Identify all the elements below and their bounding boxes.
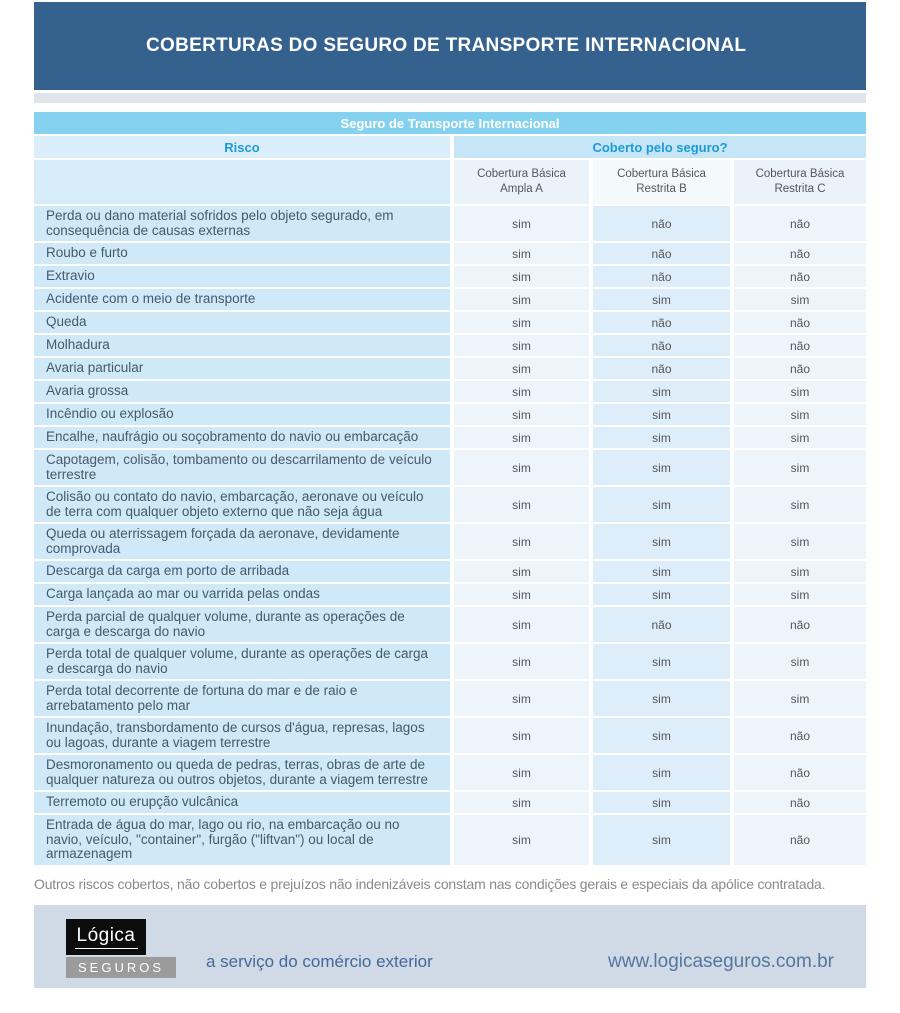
value-cell-restrita-c: não	[734, 718, 866, 753]
value-cell-restrita-c: não	[734, 335, 866, 356]
value-cell-ampla-a: sim	[454, 607, 589, 642]
risk-cell: Perda parcial de qualquer volume, durante as operações de carga e descarga do navio	[34, 607, 450, 642]
content	[34, 0, 866, 988]
value-cell-restrita-b: sim	[593, 815, 730, 865]
risk-cell: Extravio	[34, 266, 450, 287]
risk-cell: Perda total de qualquer volume, durante as operações de carga e descarga do navio	[34, 644, 450, 679]
value-cell-restrita-b: sim	[593, 681, 730, 716]
table-row	[34, 792, 866, 813]
value-cell-ampla-a: sim	[454, 681, 589, 716]
table-subheader-row	[34, 160, 866, 204]
table-row	[34, 450, 866, 485]
value-cell-restrita-b: sim	[593, 404, 730, 425]
value-cell-ampla-a: sim	[454, 266, 589, 287]
table-row	[34, 206, 866, 241]
table-row	[34, 755, 866, 790]
value-cell-ampla-a: sim	[454, 289, 589, 310]
logica-seguros-logo	[66, 919, 176, 978]
footnote: Outros riscos cobertos, não cobertos e prejuízos não indenizáveis constam nas condições gerais e especiais da apólice contratada.	[34, 875, 826, 892]
value-cell-ampla-a: sim	[454, 243, 589, 264]
value-cell-restrita-c: sim	[734, 644, 866, 679]
subheader-spacer	[34, 160, 450, 204]
title-bar	[34, 2, 866, 90]
risk-cell: Colisão ou contato do navio, embarcação, aeronave ou veículo de terra com qualquer objeto externo que não seja água	[34, 487, 450, 522]
value-cell-restrita-c: sim	[734, 450, 866, 485]
value-cell-restrita-b: sim	[593, 718, 730, 753]
value-cell-restrita-b: sim	[593, 524, 730, 559]
value-cell-ampla-a: sim	[454, 561, 589, 582]
value-cell-restrita-c: não	[734, 755, 866, 790]
value-cell-restrita-b: não	[593, 243, 730, 264]
column-header-restrita-b: Cobertura Básica Restrita B	[593, 160, 730, 204]
table-row	[34, 644, 866, 679]
value-cell-restrita-c: não	[734, 206, 866, 241]
value-cell-ampla-a: sim	[454, 755, 589, 790]
value-cell-restrita-b: sim	[593, 427, 730, 448]
risk-cell: Molhadura	[34, 335, 450, 356]
table-row	[34, 524, 866, 559]
value-cell-ampla-a: sim	[454, 335, 589, 356]
value-cell-restrita-c: não	[734, 607, 866, 642]
covered-column-header: Coberto pelo seguro?	[454, 136, 866, 158]
table-row	[34, 718, 866, 753]
risk-cell: Queda ou aterrissagem forçada da aeronave, devidamente comprovada	[34, 524, 450, 559]
logo-wordmark: Lógica	[66, 919, 146, 955]
value-cell-restrita-b: não	[593, 335, 730, 356]
page-title: COBERTURAS DO SEGURO DE TRANSPORTE INTERNACIONAL	[146, 35, 747, 56]
value-cell-restrita-c: sim	[734, 561, 866, 582]
risk-cell: Perda ou dano material sofridos pelo objeto segurado, em consequência de causas externas	[34, 206, 450, 241]
value-cell-restrita-c: sim	[734, 289, 866, 310]
value-cell-ampla-a: sim	[454, 718, 589, 753]
table-row	[34, 312, 866, 333]
table-group-headers	[34, 136, 866, 158]
value-cell-ampla-a: sim	[454, 584, 589, 605]
value-cell-ampla-a: sim	[454, 815, 589, 865]
value-cell-ampla-a: sim	[454, 524, 589, 559]
value-cell-restrita-c: sim	[734, 404, 866, 425]
risk-cell: Capotagem, colisão, tombamento ou descarrilamento de veículo terrestre	[34, 450, 450, 485]
table-row	[34, 427, 866, 448]
value-cell-ampla-a: sim	[454, 358, 589, 379]
risk-column-header: Risco	[34, 136, 450, 158]
logo-subtitle: SEGUROS	[66, 957, 176, 978]
table-row	[34, 335, 866, 356]
value-cell-ampla-a: sim	[454, 644, 589, 679]
value-cell-ampla-a: sim	[454, 450, 589, 485]
website-url-link[interactable]: www.logicaseguros.com.br	[608, 950, 834, 972]
value-cell-restrita-b: não	[593, 312, 730, 333]
risk-cell: Inundação, transbordamento de cursos d'água, represas, lagos ou lagoas, durante a viagem terrestre	[34, 718, 450, 753]
value-cell-restrita-c: não	[734, 358, 866, 379]
value-cell-restrita-b: sim	[593, 381, 730, 402]
risk-cell: Perda total decorrente de fortuna do mar e de raio e arrebatamento pelo mar	[34, 681, 450, 716]
value-cell-ampla-a: sim	[454, 404, 589, 425]
value-cell-restrita-b: sim	[593, 487, 730, 522]
footer-tagline: a serviço do comércio exterior	[206, 951, 433, 971]
table-row	[34, 381, 866, 402]
coverage-table	[34, 112, 866, 865]
value-cell-restrita-b: sim	[593, 289, 730, 310]
table-row	[34, 561, 866, 582]
risk-cell: Desmoronamento ou queda de pedras, terras, obras de arte de qualquer natureza ou outros objetos, durante a viagem terrestre	[34, 755, 450, 790]
divider-strip	[34, 93, 866, 103]
risk-cell: Incêndio ou explosão	[34, 404, 450, 425]
value-cell-restrita-c: não	[734, 243, 866, 264]
value-cell-restrita-c: não	[734, 815, 866, 865]
value-cell-restrita-b: não	[593, 206, 730, 241]
table-body	[34, 206, 866, 865]
table-row	[34, 681, 866, 716]
value-cell-restrita-b: sim	[593, 450, 730, 485]
value-cell-restrita-b: sim	[593, 561, 730, 582]
risk-cell: Avaria grossa	[34, 381, 450, 402]
value-cell-ampla-a: sim	[454, 312, 589, 333]
risk-cell: Encalhe, naufrágio ou soçobramento do navio ou embarcação	[34, 427, 450, 448]
value-cell-restrita-b: sim	[593, 644, 730, 679]
risk-cell: Entrada de água do mar, lago ou rio, na embarcação ou no navio, veículo, "container", furgão ("liftvan") ou local de armazenagem	[34, 815, 450, 865]
value-cell-restrita-b: não	[593, 358, 730, 379]
risk-cell: Acidente com o meio de transporte	[34, 289, 450, 310]
table-row	[34, 289, 866, 310]
table-row	[34, 584, 866, 605]
value-cell-restrita-c: sim	[734, 524, 866, 559]
value-cell-restrita-b: sim	[593, 792, 730, 813]
value-cell-ampla-a: sim	[454, 487, 589, 522]
column-header-ampla-a: Cobertura Básica Ampla A	[454, 160, 589, 204]
value-cell-restrita-b: sim	[593, 755, 730, 790]
value-cell-restrita-c: sim	[734, 584, 866, 605]
value-cell-restrita-b: não	[593, 266, 730, 287]
table-caption: Seguro de Transporte Internacional	[34, 112, 866, 134]
value-cell-ampla-a: sim	[454, 381, 589, 402]
value-cell-restrita-b: não	[593, 607, 730, 642]
table-row	[34, 815, 866, 865]
value-cell-restrita-c: sim	[734, 681, 866, 716]
table-row	[34, 243, 866, 264]
table-row	[34, 487, 866, 522]
table-row	[34, 358, 866, 379]
table-row	[34, 607, 866, 642]
value-cell-restrita-c: não	[734, 266, 866, 287]
column-header-restrita-c: Cobertura Básica Restrita C	[734, 160, 866, 204]
value-cell-restrita-c: não	[734, 792, 866, 813]
value-cell-restrita-c: sim	[734, 487, 866, 522]
risk-cell: Avaria particular	[34, 358, 450, 379]
table-row	[34, 266, 866, 287]
risk-cell: Terremoto ou erupção vulcânica	[34, 792, 450, 813]
value-cell-restrita-c: não	[734, 312, 866, 333]
risk-cell: Roubo e furto	[34, 243, 450, 264]
table-row	[34, 404, 866, 425]
footer-bar	[34, 905, 866, 988]
value-cell-ampla-a: sim	[454, 206, 589, 241]
risk-cell: Descarga da carga em porto de arribada	[34, 561, 450, 582]
value-cell-ampla-a: sim	[454, 792, 589, 813]
value-cell-ampla-a: sim	[454, 427, 589, 448]
value-cell-restrita-c: sim	[734, 427, 866, 448]
value-cell-restrita-b: sim	[593, 584, 730, 605]
value-cell-restrita-c: sim	[734, 381, 866, 402]
risk-cell: Queda	[34, 312, 450, 333]
risk-cell: Carga lançada ao mar ou varrida pelas ondas	[34, 584, 450, 605]
